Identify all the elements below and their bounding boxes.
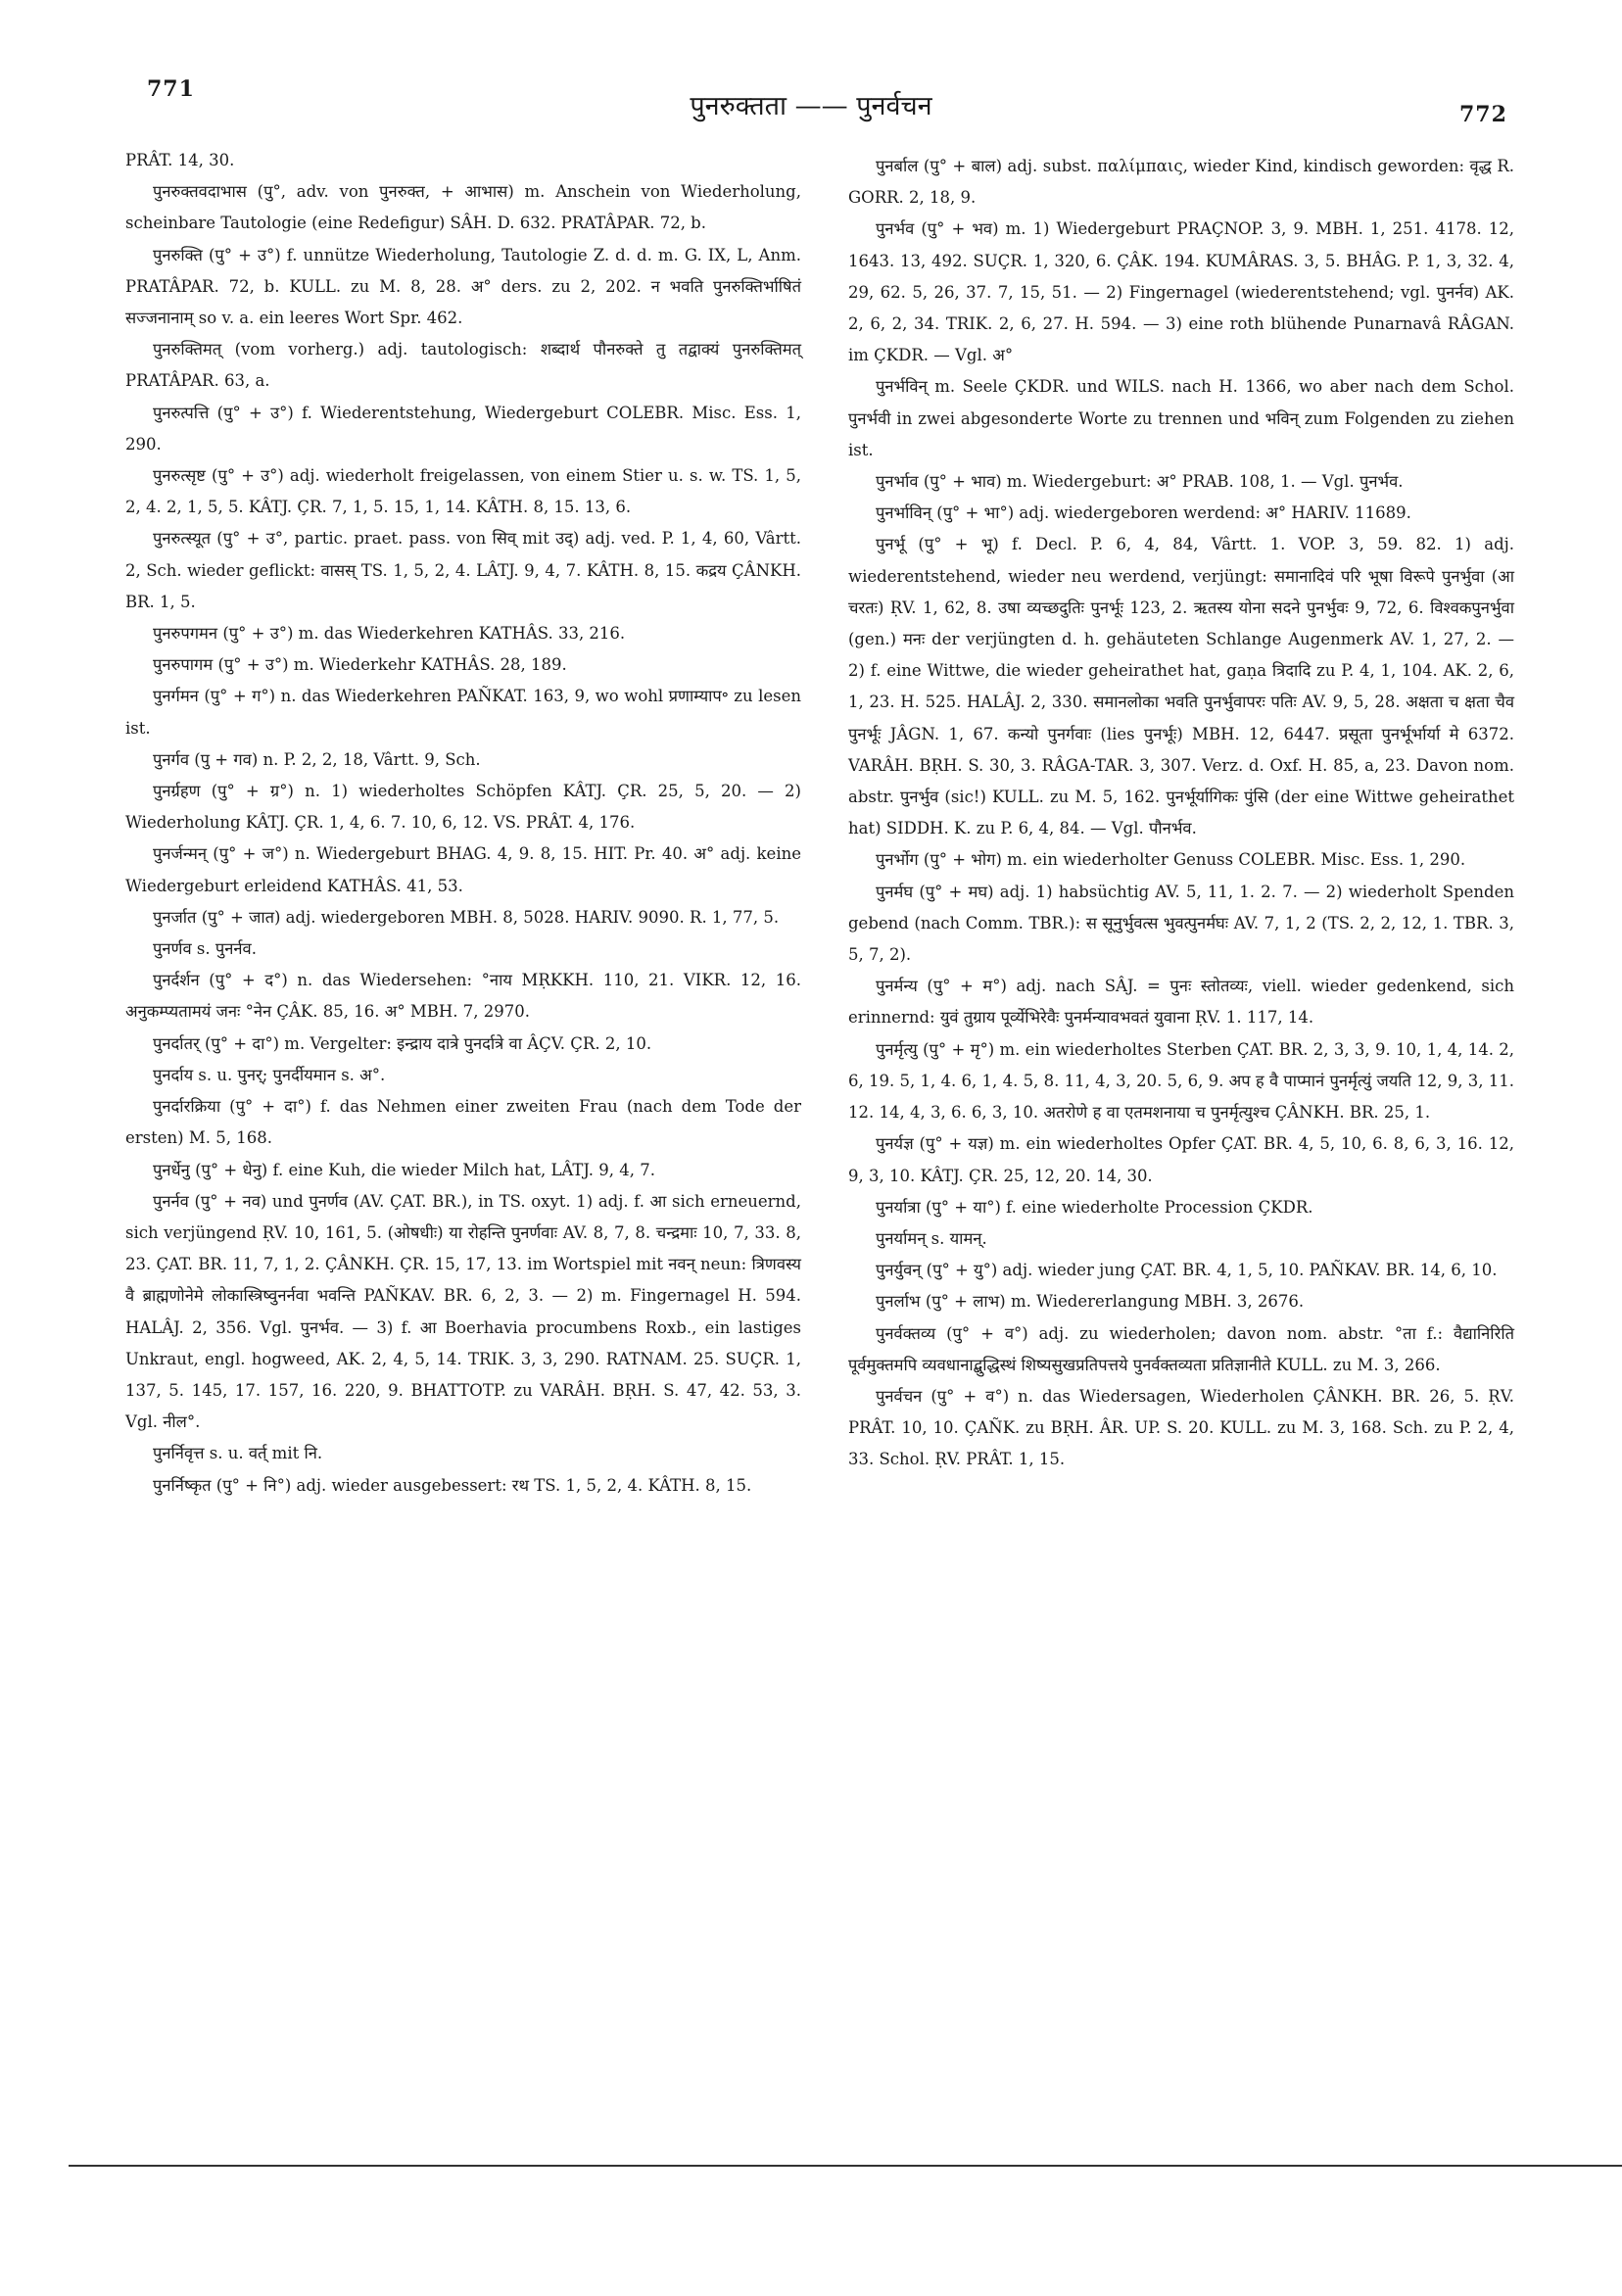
dictionary-entry: पुनर्मृत्यु (पु° + मृ°) m. ein wiederholtes Sterben ÇAT. BR. 2, 3, 3, 9. 10, 1, 4, 14. 2, 6, 19. 5, 1, 4. 6, 1, 4. 5, 8. 11, 4, 3, 20. 5, 6, 9. अप ह वै पाप्मानं पुनर्मृत्युं जयति 12, 9, 3, 11. 12. 14, 4, 3, 6. 6, 3, 10. अतरोणे ह वा एतमशनाया च पुनर्मृत्युश्च ÇÂNKH. BR. 25, 1.: [848, 1039, 1514, 1123]
dictionary-entry: पुनरुक्तिमत् (vom vorherg.) adj. tautologisch: शब्दार्थ पौनरुक्ते तु तद्वाक्यं पुनरुक्तिमत् PRATÂPAR. 63, a.: [125, 340, 801, 391]
dictionary-entry: पुनर्भाव (पु° + भाव) m. Wiedergeburt: अ° PRAB. 108, 1. — Vgl. पुनर्भव.: [876, 472, 1404, 492]
dictionary-entry: पुनर्जन्मन् (पु° + ज°) n. Wiedergeburt BHAG. 4, 9. 8, 15. HIT. Pr. 40. अ° adj. keine Wiedergeburt erleidend KATHÂS. 41, 53.: [125, 844, 801, 895]
dictionary-entry: पुनरुक्ति (पु° + उ°) f. unnütze Wiederholung, Tautologie Z. d. d. m. G. IX, L, Anm. PRATÂPAR. 72, b. KULL. zu M. 8, 28. अ° ders. zu 2, 202. न भवति पुनरुक्तिर्भाषितं सज्जनानाम् so v. a. ein leeres Wort Spr. 462.: [125, 245, 801, 328]
left-column: [125, 145, 801, 1502]
dictionary-entry: PRÂT. 14, 30.: [125, 151, 235, 169]
dictionary-entry: पुनरुक्तवदाभास (पु°, adv. von पुनरुक्त, + आभास) m. Anschein von Wiederholung, scheinbare Tautologie (eine Redefigur) SÂH. D. 632. PRATÂPAR. 72, b.: [125, 182, 801, 233]
dictionary-entry: पुनर्मन्य (पु° + म°) adj. nach SÂJ. = पुनः स्तोतव्यः, viell. wieder gedenkend, sich erinnernd: युवं तुग्राय पूर्व्येभिरेवैः पुनर्मन्यावभवतं युवाना ṚV. 1. 117, 14.: [848, 977, 1514, 1028]
dictionary-entry: पुनरुत्पत्ति (पु° + उ°) f. Wiederentstehung, Wiedergeburt COLEBR. Misc. Ess. 1, 290.: [125, 403, 801, 454]
dictionary-entry: पुनर्यात्रा (पु° + या°) f. eine wiederholte Procession ÇKDR.: [876, 1197, 1313, 1217]
dictionary-entry: पुनर्दर्शन (पु° + द°) n. das Wiedersehen: °नाय MṚKKH. 110, 21. VIKR. 12, 16. अनुकम्प्यतामयं जनः °नेन ÇÂK. 85, 16. अ° MBH. 7, 2970.: [125, 971, 801, 1022]
dictionary-entry: पुनर्निष्कृत (पु° + नि°) adj. wieder ausgebessert: रथ TS. 1, 5, 2, 4. KÂTH. 8, 15.: [153, 1475, 752, 1495]
dictionary-entry: पुनरुत्सृष्ट (पु° + उ°) adj. wiederholt freigelassen, von einem Stier u. s. w. TS. 1, 5, 2, 4. 2, 1, 5, 5. KÂTJ. ÇR. 7, 1, 5. 15, 1, 14. KÂTH. 8, 15. 13, 6.: [125, 466, 801, 517]
dictionary-entry: पुनरुपगमन (पु° + उ°) m. das Wiederkehren KATHÂS. 33, 216.: [153, 624, 626, 644]
dictionary-entry: पुनर्बाल (पु° + बाल) adj. subst. παλίμπαις, wieder Kind, kindisch geworden: वृद्ध R. GORR. 2, 18, 9.: [848, 157, 1514, 208]
dictionary-entry: पुनर्णव s. पुनर्नव.: [153, 939, 257, 959]
running-head: पुनरुक्तता —— पुनर्वचन: [690, 91, 932, 121]
dictionary-entry: पुनर्भव (पु° + भव) m. 1) Wiedergeburt PRAÇNOP. 3, 9. MBH. 1, 251. 4178. 12, 1643. 13, 492. SUÇR. 1, 320, 6. ÇÂK. 194. KUMÂRAS. 3, 5. BHÂG. P. 1, 3, 32. 4, 29, 62. 5, 26, 37. 7, 15, 51. — 2) Fingernagel (wiederentstehend; vgl. पुनर्नव) AK. 2, 6, 2, 34. TRIK. 2, 6, 27. H. 594. — 3) eine roth blühende Punarnavâ RÂGAN. im ÇKDR. — Vgl. अ°: [848, 219, 1514, 365]
dictionary-entry: पुनर्भविन् m. Seele ÇKDR. und WILS. nach H. 1366, wo aber nach dem Schol. पुनर्भवी in zwei abgesonderte Worte zu trennen und भविन् zum Folgenden zu ziehen ist.: [848, 377, 1514, 459]
dictionary-entry: पुनरुत्स्यूत (पु° + उ°, partic. praet. pass. von सिव् mit उद्) adj. ved. P. 1, 4, 60, Vârtt. 2, Sch. wieder geflickt: वासस् TS. 1, 5, 2, 4. LÂTJ. 9, 4, 7. KÂTH. 8, 15. कद्रय ÇÂNKH. BR. 1, 5.: [125, 529, 801, 611]
dictionary-entry: पुनर्गव (पु + गव) n. P. 2, 2, 18, Vârtt. 9, Sch.: [153, 749, 481, 769]
dictionary-entry: पुनर्यामन् s. यामन्.: [876, 1228, 987, 1248]
dictionary-entry: पुनर्भाविन् (पु° + भा°) adj. wiedergeboren werdend: अ° HARIV. 11689.: [876, 503, 1411, 523]
dictionary-entry: पुनर्ग्रहण (पु° + ग्र°) n. 1) wiederholtes Schöpfen KÂTJ. ÇR. 25, 5, 20. — 2) Wiederholung KÂTJ. ÇR. 1, 4, 6. 7. 10, 6, 12. VS. PRÂT. 4, 176.: [125, 782, 801, 833]
page-number-left: 771: [147, 76, 195, 102]
dictionary-entry: पुनर्निवृत्त s. u. वर्त् mit नि.: [153, 1444, 323, 1463]
dictionary-entry: पुनर्वचन (पु° + व°) n. das Wiedersagen, Wiederholen ÇÂNKH. BR. 26, 5. ṚV. PRÂT. 10, 10. ÇAÑK. zu BṚH. ÂR. UP. S. 20. KULL. zu M. 3, 168. Sch. zu P. 2, 4, 33. Schol. ṚV. PRÂT. 1, 15.: [848, 1386, 1514, 1469]
dictionary-entry: पुनर्वक्तव्य (पु° + व°) adj. zu wiederholen; davon nom. abstr. °ता f.: वैद्यानिरिति पूर्वमुक्तमपि व्यवधानाद्बुद्धिस्थं शिष्यसुखप्रतिपत्तये पुनर्वक्तव्यता प्रतिज्ञानीते KULL. zu M. 3, 266.: [848, 1323, 1514, 1374]
dictionary-entry: पुनर्भू (पु° + भू) f. Decl. P. 6, 4, 84, Vârtt. 1. VOP. 3, 59. 82. 1) adj. wiederentstehend, wieder neu werdend, verjüngt: समानादिवं परि भूषा विरूपे पुनर्भुवा (आ चरतः) ṚV. 1, 62, 8. उषा व्यच्छदुतिः पुनर्भूः 123, 2. ऋतस्य योना सदने पुनर्भुवः 9, 72, 6. विश्वकपुनर्भुवा (gen.) मनः der verjüngten d. h. gehäuteten Schlange Augenmerk AV. 1, 27, 2. — 2) f. eine Wittwe, die wieder geheirathet hat, gaṇa त्रिदादि zu P. 4, 1, 104. AK. 2, 6, 1, 23. H. 525. HALÂJ. 2, 330. समानलोका भवति पुनर्भुवापरः पतिः AV. 9, 5, 28. अक्षता च क्षता चैव पुनर्भूः JÂGN. 1, 67. कन्यो पुनर्गवाः (lies पुनर्भूः) MBH. 12, 6447. प्रसूता पुनर्भूर्भार्या मे 6372. VARÂH. BṚH. S. 30, 3. RÂGA-TAR. 3, 307. Verz. d. Oxf. H. 85, a, 23. Davon nom. abstr. पुनर्भुव (sic!) KULL. zu M. 5, 162. पुनर्भूर्यागिकः पुंसि (der eine Wittwe geheirathet hat) SIDDH. K. zu P. 6, 4, 84. — Vgl. पौनर्भव.: [848, 535, 1514, 838]
dictionary-entry: पुनर्जात (पु° + जात) adj. wiedergeboren MBH. 8, 5028. HARIV. 9090. R. 1, 77, 5.: [153, 907, 780, 927]
bottom-rule: [69, 2165, 1622, 2167]
dictionary-entry: पुनर्यज्ञ (पु° + यज्ञ) m. ein wiederholtes Opfer ÇAT. BR. 4, 5, 10, 6. 8, 6, 3, 16. 12, 9, 3, 10. KÂTJ. ÇR. 25, 12, 20. 14, 30.: [848, 1134, 1514, 1185]
dictionary-entry: पुनर्युवन् (पु° + यु°) adj. wieder jung ÇAT. BR. 4, 1, 5, 10. PAÑKAV. BR. 14, 6, 10.: [876, 1261, 1498, 1280]
page-number-right: 772: [1459, 102, 1507, 127]
dictionary-entry: पुनर्धेनु (पु° + धेनु) f. eine Kuh, die wieder Milch hat, LÂTJ. 9, 4, 7.: [153, 1160, 655, 1179]
dictionary-entry: पुनर्मघ (पु° + मघ) adj. 1) habsüchtig AV. 5, 11, 1. 2. 7. — 2) wiederholt Spenden gebend (nach Comm. TBR.): स सूनुर्भुवत्स भुवत्पुनर्मघः AV. 7, 1, 2 (TS. 2, 2, 12, 1. TBR. 3, 5, 7, 2).: [848, 882, 1514, 965]
right-column: [848, 151, 1514, 1476]
dictionary-entry: पुनर्नव (पु° + नव) und पुनर्णव (AV. ÇAT. BR.), in TS. oxyt. 1) adj. f. आ sich erneuernd, sich verjüngend ṚV. 10, 161, 5. (ओषधीः) या रोहन्ति पुनर्णवाः AV. 8, 7, 8. चन्द्रमाः 10, 7, 33. 8, 23. ÇAT. BR. 11, 7, 1, 2. ÇÂNKH. ÇR. 15, 17, 13. im Wortspiel mit नवन् neun: त्रिणवस्य वै ब्राह्मणोनेमे लोकास्त्रिष्वुनर्नवा भवन्ति PAÑKAV. BR. 6, 2, 3. — 2) m. Fingernagel H. 594. HALÂJ. 2, 356. Vgl. पुनर्भव. — 3) f. आ Boerhavia procumbens Roxb., ein lastiges Unkraut, engl. hogweed, AK. 2, 4, 5, 14. TRIK. 3, 3, 290. RATNAM. 25. SUÇR. 1, 137, 5. 145, 17. 157, 16. 220, 9. BHATTOTP. zu VARÂH. BṚH. S. 47, 42. 53, 3. Vgl. नील°.: [125, 1191, 801, 1432]
dictionary-entry: पुनर्दारक्रिया (पु° + दा°) f. das Nehmen einer zweiten Frau (nach dem Tode der ersten) M. 5, 168.: [125, 1097, 801, 1148]
dictionary-entry: पुनर्दातर् (पु° + दा°) m. Vergelter: इन्द्राय दात्रे पुनर्दात्रे वा ÂÇV. ÇR. 2, 10.: [153, 1033, 652, 1053]
dictionary-entry: पुनर्लाभ (पु° + लाभ) m. Wiedererlangung MBH. 3, 2676.: [876, 1292, 1305, 1312]
dictionary-entry: पुनरुपागम (पु° + उ°) m. Wiederkehr KATHÂS. 28, 189.: [153, 655, 567, 675]
dictionary-entry: पुनर्भोग (पु° + भोग) m. ein wiederholter Genuss COLEBR. Misc. Ess. 1, 290.: [876, 850, 1466, 870]
dictionary-entry: पुनर्दाय s. u. पुनर्; पुनर्दीयमान s. अ°.: [153, 1065, 386, 1084]
dictionary-entry: पुनर्गमन (पु° + ग°) n. das Wiederkehren PAÑKAT. 163, 9, wo wohl प्रणाम्याप॰ zu lesen ist.: [125, 687, 801, 738]
